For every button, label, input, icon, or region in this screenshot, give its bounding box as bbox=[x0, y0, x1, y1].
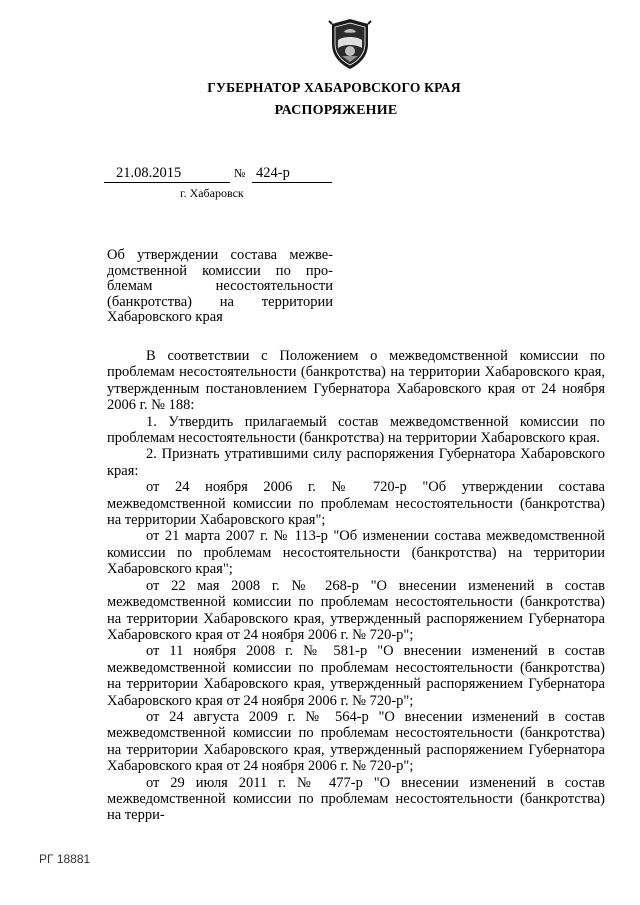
document-city: г. Хабаровск bbox=[180, 186, 244, 200]
document-number: 424-р bbox=[256, 165, 290, 181]
body-paragraph: от 22 мая 2008 г. № 268-р "О внесении изменений в состав межведомственной комиссии по проблемам несостоятельности (банкротства) на территории Хабаровского края, утвержденный распоряжением Губернатора Хабаровского края от 24 ноября 2006 г. № 720-р"; bbox=[107, 577, 605, 643]
body-paragraph: от 11 ноября 2008 г. № 581-р "О внесении изменений в состав межведомственной комиссии по проблемам несостоятельности (банкротства) на территории Хабаровского края, утвержденный распоряжением Губернатора Хабаровского края от 24 ноября 2006 г. № 720-р"; bbox=[107, 643, 605, 709]
subject-line: блемам несостоятельности bbox=[107, 278, 333, 294]
issuing-authority: ГУБЕРНАТОР ХАБАРОВСКОГО КРАЯ bbox=[207, 80, 461, 95]
registry-code: РГ 18881 bbox=[39, 852, 91, 866]
body-paragraph: от 21 марта 2007 г. № 113-р "Об изменении состава межведомственной комиссии по проблемам несостоятельности (банкротства) на территории Хабаровского края"; bbox=[107, 528, 605, 578]
document-subject bbox=[107, 248, 333, 326]
subject-line: (банкротства) на территории bbox=[107, 293, 333, 310]
body-paragraph: от 24 августа 2009 г. № 564-р "О внесении изменений в состав межведомственной комиссии по проблемам несостоятельности (банкротства) на территории Хабаровского края, утвержденный распоряжением Губернатора Хабаровского края от 24 ноября 2006 г. № 720-р"; bbox=[107, 708, 605, 775]
document-type: РАСПОРЯЖЕНИЕ bbox=[274, 103, 398, 118]
number-underline bbox=[252, 182, 332, 183]
body-paragraph: 1. Утвердить прилагаемый состав межведомственной комиссии по проблемам несостоятельности (банкротства) на территории Хабаровского края. bbox=[107, 413, 605, 447]
registration-line bbox=[104, 165, 344, 185]
subject-line: домственной комиссии по про- bbox=[107, 262, 333, 279]
document-body bbox=[107, 348, 605, 824]
document-date: 21.08.2015 bbox=[116, 165, 182, 181]
subject-line: Хабаровского края bbox=[107, 309, 223, 325]
subject-line: Об утверждении состава межве- bbox=[107, 247, 333, 263]
number-sign: № bbox=[234, 166, 246, 180]
body-paragraph: от 29 июля 2011 г. № 477-р "О внесении изменений в состав межведомственной комиссии по проблемам несостоятельности (банкротства) на терри- bbox=[107, 774, 605, 824]
body-paragraph: В соответствии с Положением о межведомственной комиссии по проблемам несостоятельности (банкротства) на территории Хабаровского края, утвержденным постановлением Губернатора Хабаровского края от 24 ноября 2006 г. № 188: bbox=[107, 348, 605, 414]
date-underline bbox=[104, 182, 230, 183]
body-paragraph: от 24 ноября 2006 г. № 720-р "Об утверждении состава межведомственной комиссии по проблемам несостоятельности (банкротства) на территории Хабаровского края"; bbox=[107, 479, 605, 529]
body-paragraph: 2. Признать утратившими силу распоряжения Губернатора Хабаровского края: bbox=[107, 446, 605, 479]
khabarovsk-coat-of-arms-icon bbox=[328, 18, 372, 70]
